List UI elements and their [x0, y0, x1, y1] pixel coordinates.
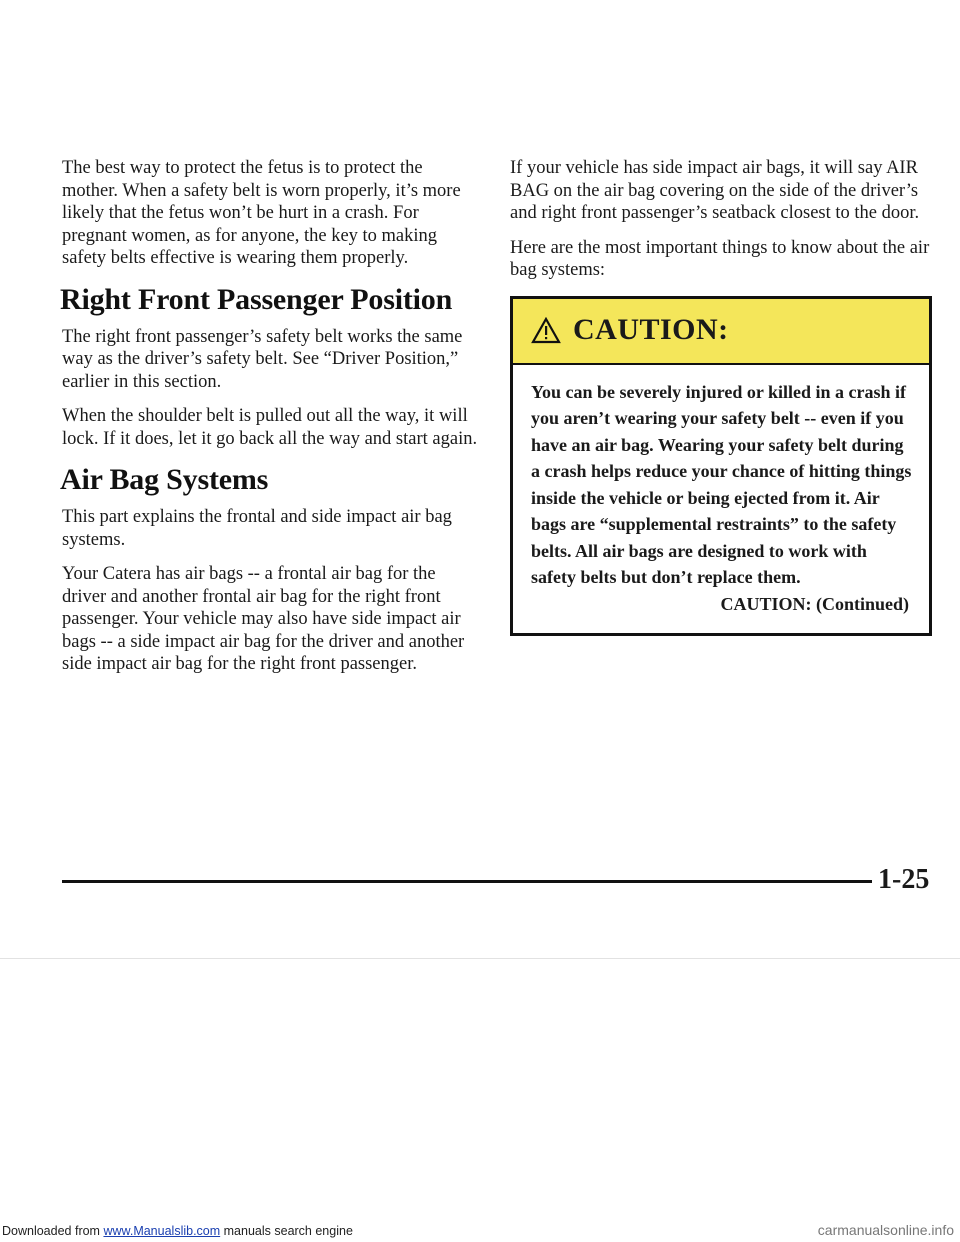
scan-line [0, 958, 960, 959]
passenger-paragraph-2: When the shoulder belt is pulled out all the way, it will lock. If it does, let it go back all the way and start again. [62, 406, 478, 449]
caution-box [510, 296, 932, 637]
watermark-text: carmanualsonline.info [817, 1222, 954, 1238]
important-things-paragraph: Here are the most important things to know about the air bag systems: [510, 237, 930, 280]
right-column [510, 157, 930, 636]
footer-prefix: Downloaded from [2, 1224, 104, 1238]
caution-continued: CAUTION: (Continued) [720, 593, 909, 614]
airbag-paragraph-2: Your Catera has air bags -- a frontal air bag for the driver and another frontal air bag for the right front passenger. Your vehicle may also have side impact air bags -- a side impact air bag for the driver and another side impact air bag for the right front passenger. [62, 564, 465, 674]
heading-air-bag-systems: Air Bag Systems [60, 463, 269, 496]
caution-title: CAUTION: [573, 313, 729, 347]
page-number: 1-25 [878, 864, 930, 895]
manualslib-link[interactable]: www.Manualslib.com [103, 1224, 221, 1238]
side-airbag-paragraph: If your vehicle has side impact air bags, it will say AIR BAG on the air bag covering on the side of the driver’s and right front passenger’s seatback closest to the door. [510, 158, 920, 223]
heading-right-front-passenger: Right Front Passenger Position [60, 282, 453, 316]
passenger-paragraph-1: The right front passenger’s safety belt works the same way as the driver’s safety belt. See “Driver Position,” earlier in this section. [62, 326, 463, 392]
footer-suffix: manuals search engine [220, 1224, 353, 1238]
left-column [62, 157, 480, 688]
footer-text [2, 1224, 353, 1238]
airbag-paragraph-1: This part explains the frontal and side impact air bag systems. [62, 507, 452, 550]
warning-triangle-icon [531, 317, 561, 344]
page-rule [62, 880, 872, 883]
caution-text: You can be severely injured or killed in a crash if you aren’t wearing your safety belt -- even if you have an air bag. Wearing your safety belt during a crash helps reduce your chance of hitting things inside the vehicle or being ejected from it. Air bags are “supplemental restraints” to the safety belts. All air bags are designed to work with safety belts but don’t replace them. [531, 381, 912, 587]
caution-body [513, 365, 929, 634]
caution-header [513, 299, 929, 365]
intro-paragraph: The best way to protect the fetus is to protect the mother. When a safety belt is worn properly, it’s more likely that the fetus won’t be hurt in a crash. For pregnant women, as for anyone, the key to making safety belts effective is wearing them properly. [62, 158, 461, 268]
